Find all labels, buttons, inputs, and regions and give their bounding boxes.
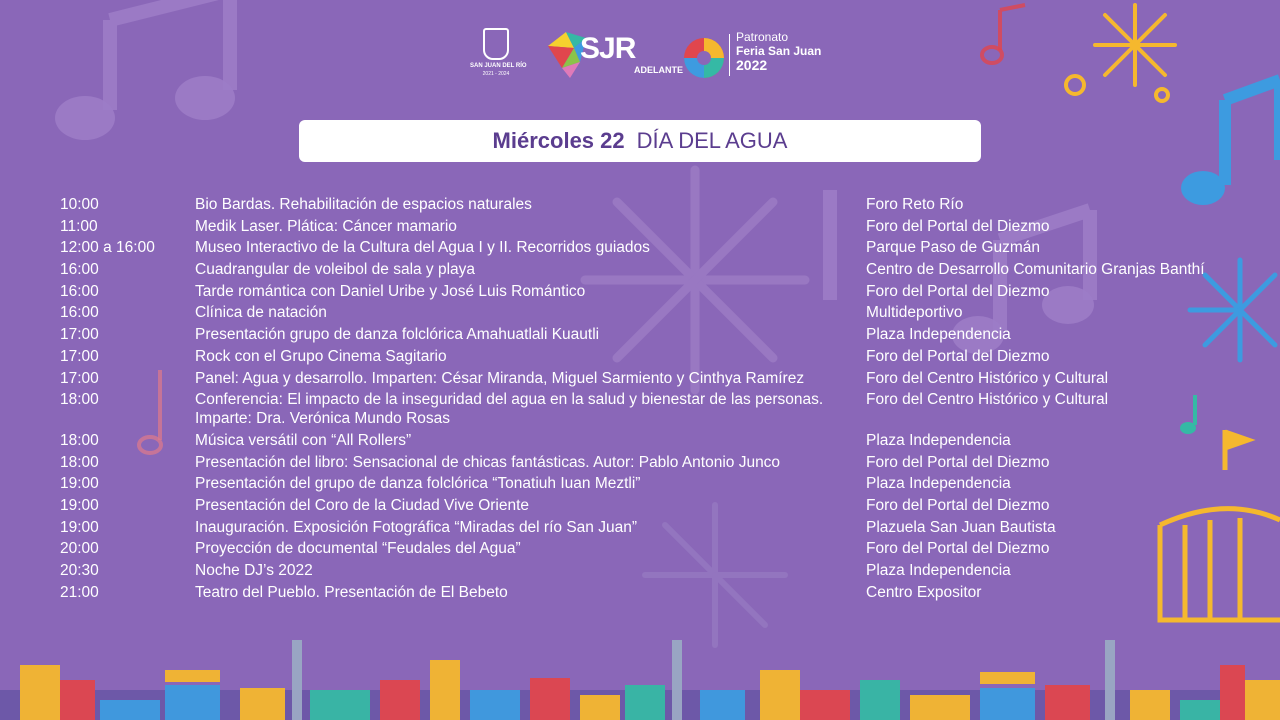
event-venue: Foro del Portal del Diezmo — [866, 496, 1050, 514]
event-description-line: Cuadrangular de voleibol de sala y playa — [195, 261, 476, 279]
event-venue: Plaza Independencia — [866, 326, 1011, 344]
event-description — [195, 195, 866, 214]
event-description-line: Proyección de documental “Feudales del Agua” — [195, 540, 521, 558]
event-venue: Foro del Portal del Diezmo — [866, 347, 1050, 365]
event-description — [195, 369, 866, 388]
feria-line2: Feria San Juan — [736, 44, 822, 58]
day-label: Miércoles 22 — [492, 128, 625, 153]
event-venue: Foro Reto Río — [866, 196, 964, 213]
adelante-wordmark: ADELANTE — [634, 65, 683, 75]
schedule-row — [60, 217, 1260, 236]
event-time: 19:00 — [60, 475, 99, 493]
event-venue: Plaza Independencia — [866, 475, 1011, 493]
event-time: 16:00 — [60, 304, 99, 322]
schedule-row — [60, 539, 1260, 558]
event-time: 10:00 — [60, 196, 99, 213]
event-description-line: Noche DJ’s 2022 — [195, 562, 313, 579]
event-description — [195, 583, 866, 602]
logo-divider — [729, 34, 730, 76]
event-description-line: Conferencia: El impacto de la inseguridad del agua en la salud y bienestar de las personas. — [195, 391, 824, 409]
schedule-row — [60, 347, 1260, 366]
feria-rosette-icon — [682, 36, 726, 80]
event-venue: Foro del Portal del Diezmo — [866, 540, 1050, 558]
event-time: 16:00 — [60, 261, 99, 279]
patronato-feria-logo — [682, 28, 842, 84]
event-description — [195, 561, 866, 580]
crest-icon — [483, 28, 509, 60]
event-venue: Centro Expositor — [866, 583, 982, 601]
event-venue: Foro del Portal del Diezmo — [866, 217, 1050, 235]
event-description — [195, 282, 866, 301]
event-venue: Foro del Portal del Diezmo — [866, 453, 1050, 471]
event-description-line: Museo Interactivo de la Cultura del Agua I y II. Recorridos guiados — [195, 239, 650, 257]
schedule-row — [60, 325, 1260, 344]
schedule-row — [60, 583, 1260, 602]
event-description — [195, 260, 866, 279]
event-description-line: Teatro del Pueblo. Presentación de El Bebeto — [195, 583, 508, 601]
event-venue: Multideportivo — [866, 304, 963, 322]
event-time: 19:00 — [60, 518, 99, 536]
schedule-row — [60, 195, 1260, 214]
event-description-line: Panel: Agua y desarrollo. Imparten: César Miranda, Miguel Sarmiento y Cinthya Ramírez — [195, 369, 805, 387]
event-description — [195, 431, 866, 450]
event-description-line: Presentación del grupo de danza folclórica “Tonatiuh Iuan Meztli” — [195, 475, 641, 493]
municipio-name: SAN JUAN DEL RÍO — [470, 63, 527, 69]
municipio-years: 2021 - 2024 — [482, 71, 510, 77]
event-time: 17:00 — [60, 347, 99, 365]
event-venue: Centro de Desarrollo Comunitario Granjas Banthí — [866, 261, 1205, 279]
event-description — [195, 496, 866, 515]
event-description — [195, 390, 866, 428]
schedule-row — [60, 390, 1260, 428]
event-time: 21:00 — [60, 583, 99, 601]
event-description-line: Bio Bardas. Rehabilitación de espacios naturales — [195, 196, 532, 213]
event-description-line: Tarde romántica con Daniel Uribe y José Luis Romántico — [195, 282, 586, 300]
schedule-row — [60, 303, 1260, 322]
event-description-line: Rock con el Grupo Cinema Sagitario — [195, 347, 447, 365]
event-venue: Parque Paso de Guzmán — [866, 239, 1041, 257]
event-description-line: Presentación del Coro de la Ciudad Vive Oriente — [195, 496, 530, 514]
event-description — [195, 539, 866, 558]
event-time: 16:00 — [60, 282, 99, 300]
day-title-banner — [299, 120, 981, 162]
event-time: 12:00 a 16:00 — [60, 239, 155, 257]
sjr-adelante-logo — [544, 28, 683, 84]
event-description — [195, 217, 866, 236]
event-time: 18:00 — [60, 391, 99, 409]
event-description — [195, 453, 866, 472]
event-time: 18:00 — [60, 453, 99, 471]
event-description-line: Medik Laser. Plática: Cáncer mamario — [195, 217, 457, 235]
event-description — [195, 518, 866, 537]
event-time: 11:00 — [60, 217, 98, 235]
event-venue: Plaza Independencia — [866, 562, 1011, 579]
event-time: 17:00 — [60, 326, 99, 344]
event-time: 19:00 — [60, 496, 99, 514]
schedule-row — [60, 474, 1260, 493]
event-description — [195, 325, 866, 344]
event-description-line: Presentación grupo de danza folclórica Amahuatlali Kuautli — [195, 326, 600, 344]
municipio-logo — [470, 28, 527, 77]
event-description-line2: Imparte: Dra. Verónica Mundo Rosas — [195, 410, 451, 428]
event-time: 20:00 — [60, 540, 99, 558]
schedule-row — [60, 431, 1260, 450]
day-theme: DÍA DEL AGUA — [636, 128, 788, 153]
header-logos — [470, 22, 840, 92]
sjr-wordmark: SJR — [580, 32, 636, 65]
event-description — [195, 474, 866, 493]
feria-line3: 2022 — [736, 57, 768, 73]
schedule-row — [60, 369, 1260, 388]
event-venue: Foro del Centro Histórico y Cultural — [866, 369, 1109, 387]
schedule-row — [60, 238, 1260, 257]
schedule-row — [60, 453, 1260, 472]
event-time: 20:30 — [60, 562, 99, 579]
schedule-row — [60, 496, 1260, 515]
event-description-line: Inauguración. Exposición Fotográfica “Miradas del río San Juan” — [195, 518, 637, 536]
schedule-row — [60, 282, 1260, 301]
event-venue: Plaza Independencia — [866, 431, 1011, 449]
event-description — [195, 238, 866, 257]
schedule-row — [60, 260, 1260, 279]
event-time: 18:00 — [60, 431, 99, 449]
event-description-line: Clínica de natación — [195, 304, 327, 322]
event-time: 17:00 — [60, 369, 99, 387]
event-description — [195, 347, 866, 366]
event-description-line: Presentación del libro: Sensacional de chicas fantásticas. Autor: Pablo Antonio Junco — [195, 453, 781, 471]
event-venue: Foro del Portal del Diezmo — [866, 282, 1050, 300]
event-schedule — [60, 195, 1260, 604]
schedule-row — [60, 518, 1260, 537]
event-description — [195, 303, 866, 322]
event-description-line: Música versátil con “All Rollers” — [195, 431, 412, 449]
event-venue: Plazuela San Juan Bautista — [866, 518, 1056, 536]
event-venue: Foro del Centro Histórico y Cultural — [866, 391, 1109, 409]
feria-line1: Patronato — [736, 30, 789, 44]
schedule-row — [60, 561, 1260, 580]
